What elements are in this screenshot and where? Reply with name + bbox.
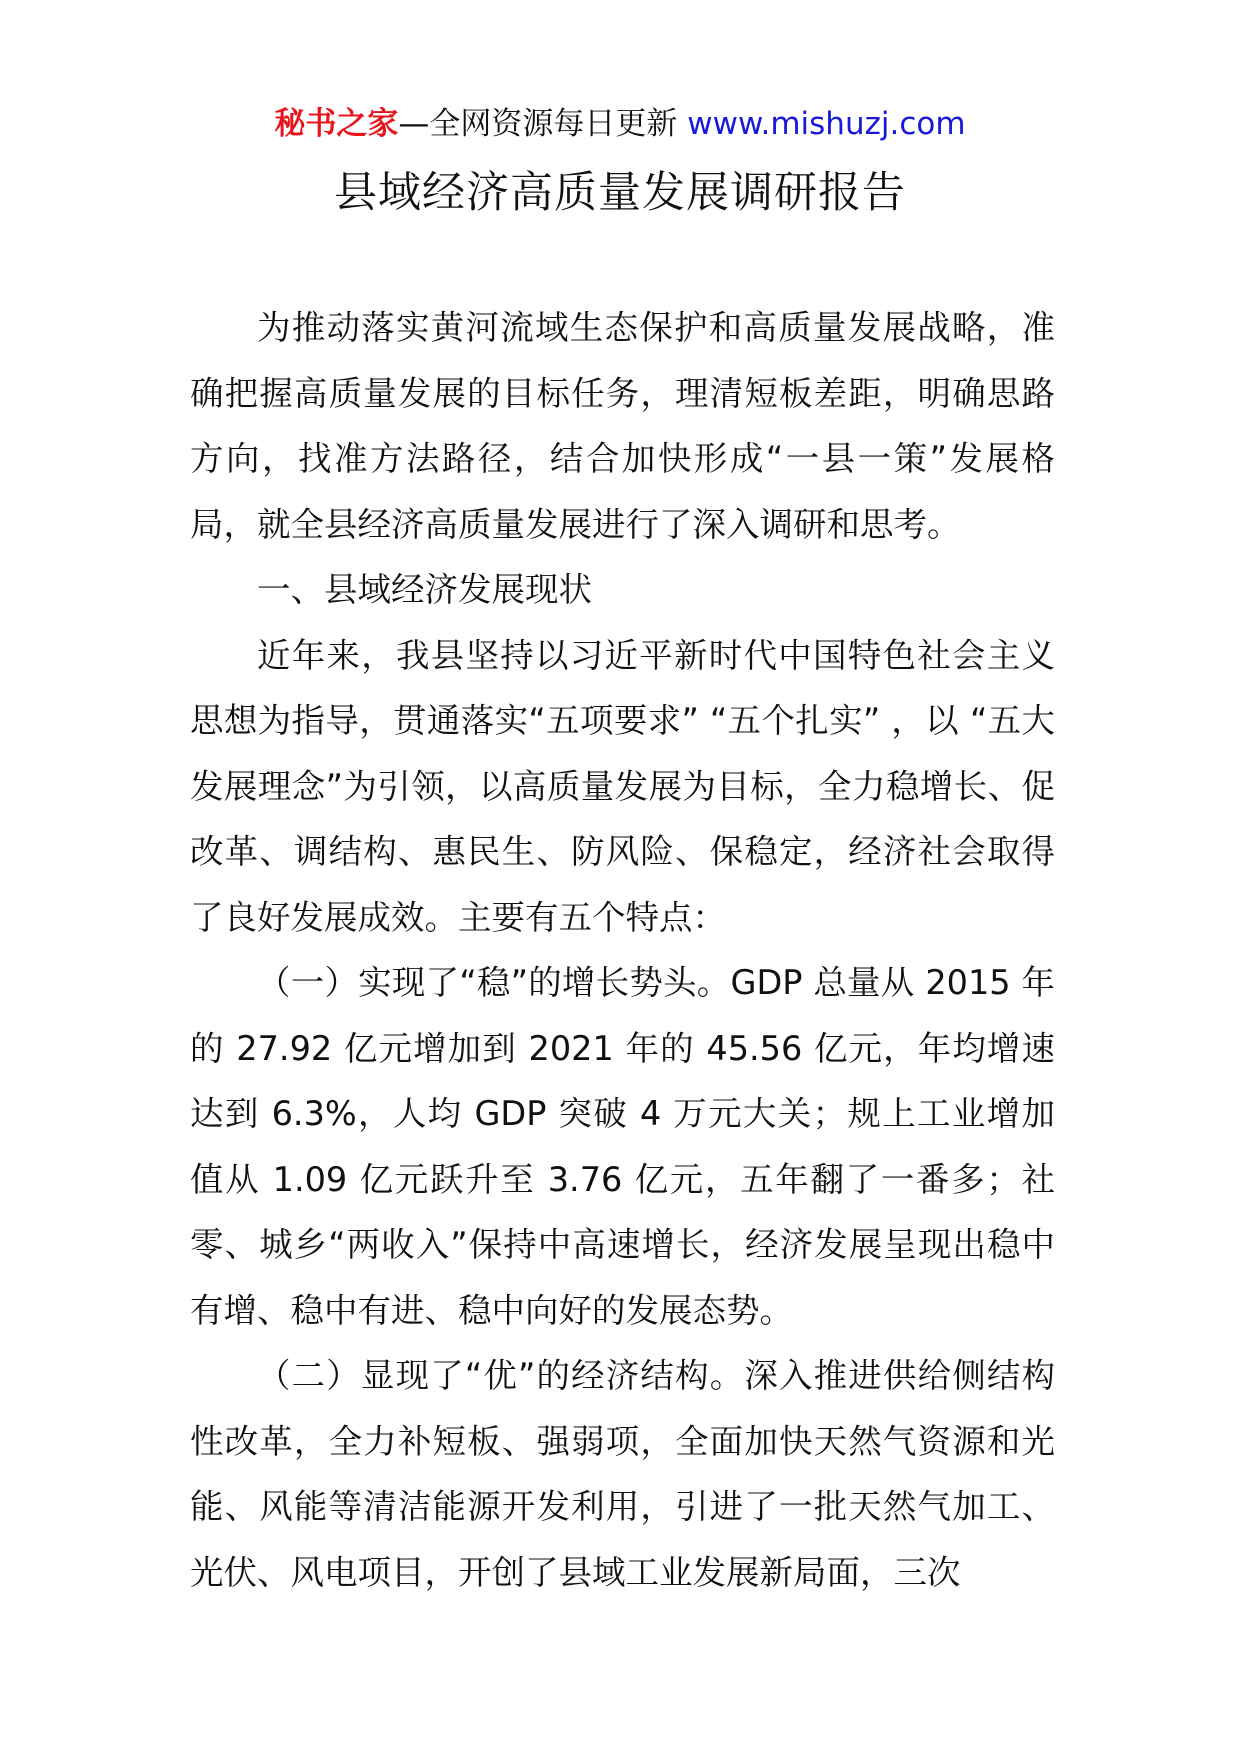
section-heading: 一、县域经济发展现状 <box>257 570 592 609</box>
site-url[interactable]: www.mishuzj.com <box>677 106 966 142</box>
header-slogan: —全网资源每日更新 <box>398 106 678 142</box>
intro-paragraph: 为推动落实黄河流域生态保护和高质量发展战略，准确把握高质量发展的目标任务，理清短板差距，明确思路方向，找准方法路径，结合加快形成“一县一策”发展格局，就全县经济高质量发展进行了深入调研和思考。 <box>190 308 1055 544</box>
brand-name: 秘书之家 <box>274 106 399 142</box>
point-one-paragraph: （一）实现了“稳”的增长势头。GDP 总量从 2015 年的 27.92 亿元增加到 2021 年的 45.56 亿元，年均增速达到 6.3%，人均 GDP 突破 4 万元大关；规上工业增加值从 1.09 亿元跃升至 3.76 亿元，五年翻了一番多；社零、城乡“两收入”保持中高速增长，经济发展呈现出稳中有增、稳中有进、稳中向好的发展态势。 <box>190 963 1055 1330</box>
site-header <box>0 104 1240 144</box>
point-two-paragraph: （二）显现了“优”的经济结构。深入推进供给侧结构性改革，全力补短板、强弱项，全面加快天然气资源和光能、风能等清洁能源开发利用，引进了一批天然气加工、光伏、风电项目，开创了县域工业发展新局面，三次 <box>190 1356 1055 1592</box>
document-title: 县域经济高质量发展调研报告 <box>334 168 906 218</box>
document-body <box>190 295 1055 1605</box>
section-paragraph: 近年来，我县坚持以习近平新时代中国特色社会主义思想为指导，贯通落实“五项要求” “五个扎实” ，以 “五大发展理念”为引领，以高质量发展为目标，全力稳增长、促改革、调结构、惠民生、防风险、保稳定，经济社会取得了良好发展成效。主要有五个特点： <box>190 635 1055 937</box>
